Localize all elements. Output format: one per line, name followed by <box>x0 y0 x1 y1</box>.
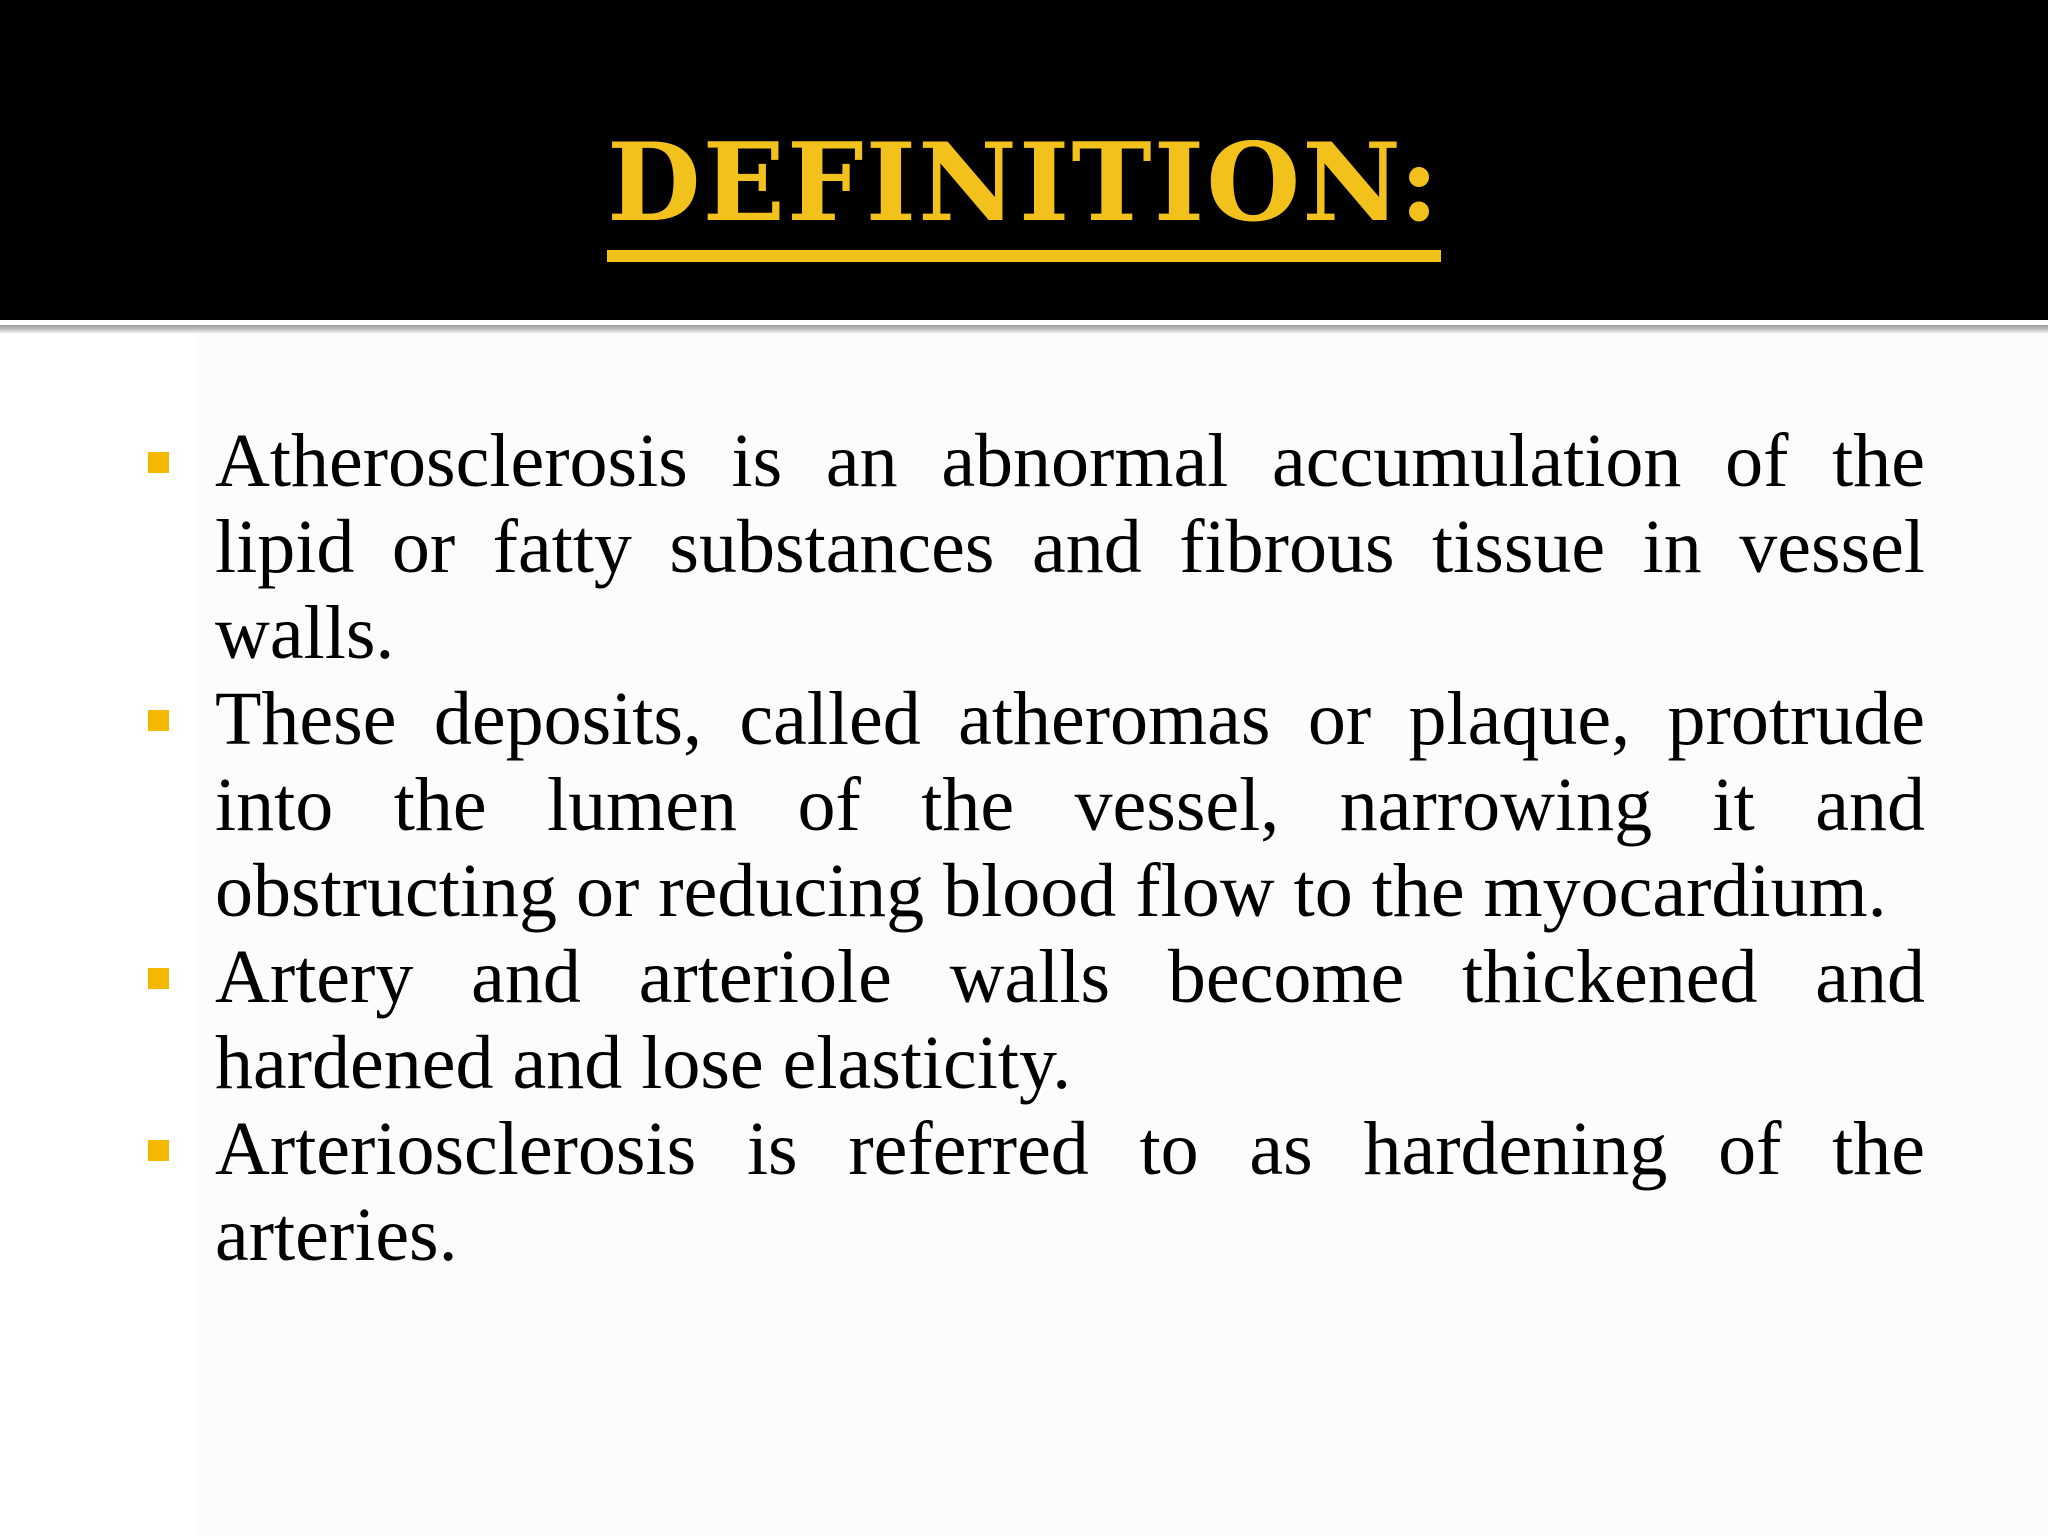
bullet-item <box>140 934 1925 1106</box>
header-divider <box>0 320 2048 334</box>
bullet-item <box>140 676 1925 934</box>
square-bullet-icon <box>148 452 169 473</box>
square-bullet-icon <box>148 968 169 989</box>
square-bullet-icon <box>148 1140 169 1161</box>
bullet-text: These deposits, called atheromas or plaque, protrude into the lumen of the vessel, narrowing it and obstructing or reducing blood flow to the myocardium. <box>215 677 1925 933</box>
slide-title <box>0 118 2048 262</box>
bullet-text: Artery and arteriole walls become thickened and hardened and lose elasticity. <box>215 935 1925 1105</box>
bullet-item <box>140 418 1925 676</box>
bullet-text: Arteriosclerosis is referred to as hardening of the arteries. <box>215 1107 1925 1277</box>
bullet-list <box>140 418 1925 1278</box>
bullet-item <box>140 1106 1925 1278</box>
slide-title-text: DEFINITION: <box>607 118 1441 262</box>
bullet-text: Atherosclerosis is an abnormal accumulation of the lipid or fatty substances and fibrous tissue in vessel walls. <box>215 419 1925 675</box>
square-bullet-icon <box>148 710 169 731</box>
